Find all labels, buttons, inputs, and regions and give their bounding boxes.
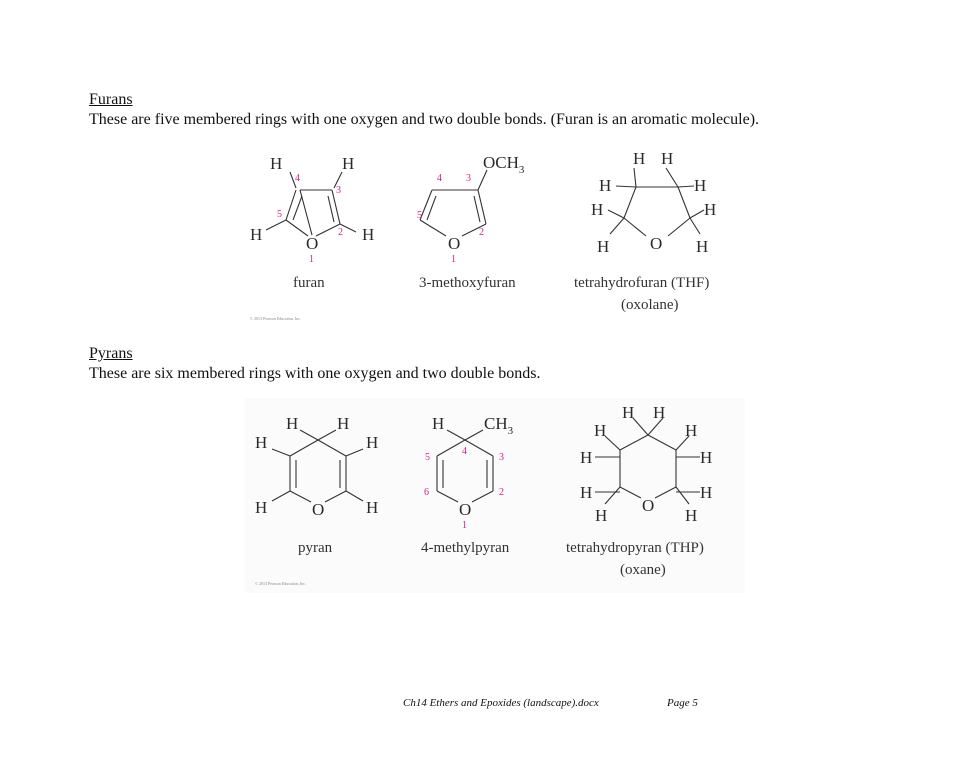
bond bbox=[465, 430, 483, 440]
locant-1: 1 bbox=[451, 254, 456, 265]
caption-thf-alt: (oxolane) bbox=[621, 297, 679, 313]
bond bbox=[478, 170, 487, 190]
furan-structure bbox=[250, 154, 374, 291]
bond bbox=[266, 220, 286, 230]
atom-o: O bbox=[642, 496, 655, 515]
footer-page-number: Page 5 bbox=[667, 697, 698, 709]
atom-h: H bbox=[694, 176, 707, 195]
bond bbox=[620, 435, 648, 450]
caption-thp: tetrahydropyran (THP) bbox=[566, 540, 704, 556]
bond bbox=[472, 491, 493, 502]
bond bbox=[624, 218, 646, 236]
bond bbox=[290, 440, 318, 456]
bond bbox=[437, 440, 465, 456]
atom-o: O bbox=[650, 234, 663, 253]
locant-2: 2 bbox=[338, 227, 343, 238]
atom-o: O bbox=[312, 500, 325, 519]
och3-subscript: 3 bbox=[518, 164, 525, 176]
atom-h: H bbox=[362, 225, 375, 244]
pyrans-description: These are six membered rings with one oxygen and two double bonds. bbox=[89, 365, 541, 382]
bond bbox=[634, 168, 636, 187]
atom-h: H bbox=[704, 200, 717, 219]
bond bbox=[293, 196, 302, 220]
bond bbox=[318, 430, 336, 440]
bond bbox=[690, 210, 704, 218]
pyrans-heading: Pyrans bbox=[89, 345, 133, 362]
bond bbox=[605, 487, 620, 504]
atom-h: H bbox=[580, 448, 593, 467]
atom-h: H bbox=[700, 448, 713, 467]
bond bbox=[286, 220, 308, 236]
caption-methylpyran: 4-methylpyran bbox=[421, 540, 510, 556]
locant-4: 4 bbox=[462, 446, 467, 457]
atom-h: H bbox=[255, 433, 268, 452]
atom-h: H bbox=[286, 414, 299, 433]
atom-h: H bbox=[597, 237, 610, 256]
atom-h: H bbox=[661, 149, 674, 168]
furans-heading: Furans bbox=[89, 91, 133, 108]
pyran-structure bbox=[255, 414, 378, 556]
locant-2: 2 bbox=[479, 227, 484, 238]
bond bbox=[655, 487, 676, 498]
atom-h: H bbox=[622, 403, 635, 422]
bond bbox=[610, 218, 624, 234]
methoxyfuran-structure bbox=[417, 153, 525, 291]
bond bbox=[608, 210, 624, 218]
substituent-och3 bbox=[483, 153, 525, 176]
locant-3: 3 bbox=[466, 173, 471, 184]
atom-h: H bbox=[685, 506, 698, 525]
atom-h: H bbox=[653, 403, 666, 422]
bond bbox=[678, 186, 694, 187]
atom-h: H bbox=[594, 421, 607, 440]
locant-4: 4 bbox=[437, 173, 442, 184]
atom-h: H bbox=[696, 237, 709, 256]
atom-h: H bbox=[366, 433, 379, 452]
pyrans-svg bbox=[245, 398, 745, 593]
bond bbox=[272, 491, 290, 501]
furans-description: These are five membered rings with one oxygen and two double bonds. (Furan is an aromatic molecule). bbox=[89, 111, 760, 128]
bond bbox=[346, 491, 363, 501]
caption-furan: furan bbox=[293, 275, 325, 291]
atom-h: H bbox=[342, 154, 355, 173]
bond bbox=[437, 491, 458, 502]
bond bbox=[624, 187, 636, 218]
atom-h: H bbox=[250, 225, 263, 244]
atom-h: H bbox=[591, 200, 604, 219]
ch3-subscript: 3 bbox=[507, 425, 514, 437]
bond bbox=[272, 449, 290, 456]
atom-o: O bbox=[448, 234, 461, 253]
pyrans-copyright: © 2013 Pearson Education, Inc. bbox=[255, 581, 307, 586]
bond bbox=[346, 449, 363, 456]
bond bbox=[300, 430, 318, 440]
locant-3: 3 bbox=[336, 185, 341, 196]
bond bbox=[605, 436, 620, 450]
substituent-ch3 bbox=[484, 414, 514, 437]
caption-thf: tetrahydrofuran (THF) bbox=[574, 275, 710, 291]
atom-h: H bbox=[270, 154, 283, 173]
atom-h: H bbox=[580, 483, 593, 502]
atom-h: H bbox=[700, 483, 713, 502]
bond bbox=[633, 418, 648, 435]
bond bbox=[648, 435, 676, 450]
caption-thp-alt: (oxane) bbox=[620, 562, 666, 578]
locant-2: 2 bbox=[499, 487, 504, 498]
pyrans-figure bbox=[245, 398, 745, 593]
caption-methoxyfuran: 3-methoxyfuran bbox=[419, 275, 516, 291]
furans-svg bbox=[230, 140, 770, 330]
bond bbox=[325, 491, 346, 502]
bond bbox=[676, 487, 689, 504]
locant-5: 5 bbox=[417, 210, 422, 221]
bond bbox=[690, 218, 700, 234]
locant-3: 3 bbox=[499, 452, 504, 463]
locant-6: 6 bbox=[424, 487, 429, 498]
methylpyran-structure bbox=[421, 414, 514, 556]
atom-h: H bbox=[595, 506, 608, 525]
atom-h: H bbox=[599, 176, 612, 195]
locant-5: 5 bbox=[277, 209, 282, 220]
atom-h: H bbox=[633, 149, 646, 168]
atom-h: H bbox=[337, 414, 350, 433]
footer-filename: Ch14 Ethers and Epoxides (landscape).docx bbox=[403, 697, 599, 709]
bond bbox=[328, 196, 334, 222]
bond bbox=[668, 218, 690, 236]
bond bbox=[616, 186, 636, 187]
atom-h: H bbox=[432, 414, 445, 433]
atom-h: H bbox=[685, 421, 698, 440]
locant-4: 4 bbox=[295, 173, 300, 184]
locant-1: 1 bbox=[309, 254, 314, 265]
atom-o: O bbox=[306, 234, 319, 253]
atom-o: O bbox=[459, 500, 472, 519]
bond bbox=[316, 224, 340, 236]
bond bbox=[678, 187, 690, 218]
bond bbox=[318, 440, 346, 456]
atom-h: H bbox=[255, 498, 268, 517]
furans-figure bbox=[230, 140, 770, 330]
bond bbox=[420, 220, 446, 236]
locant-1: 1 bbox=[462, 520, 467, 531]
bond bbox=[290, 491, 311, 502]
bond bbox=[620, 487, 641, 498]
thf-structure bbox=[574, 149, 716, 313]
ch3-text: CH bbox=[484, 414, 508, 433]
bond bbox=[465, 440, 493, 456]
caption-pyran: pyran bbox=[298, 540, 333, 556]
locant-5: 5 bbox=[425, 452, 430, 463]
furans-copyright: © 2013 Pearson Education, Inc. bbox=[250, 316, 302, 321]
bond bbox=[474, 196, 480, 222]
atom-h: H bbox=[366, 498, 379, 517]
bond bbox=[666, 168, 678, 187]
och3-text: OCH bbox=[483, 153, 519, 172]
bond bbox=[447, 430, 465, 440]
thp-structure bbox=[566, 403, 712, 578]
